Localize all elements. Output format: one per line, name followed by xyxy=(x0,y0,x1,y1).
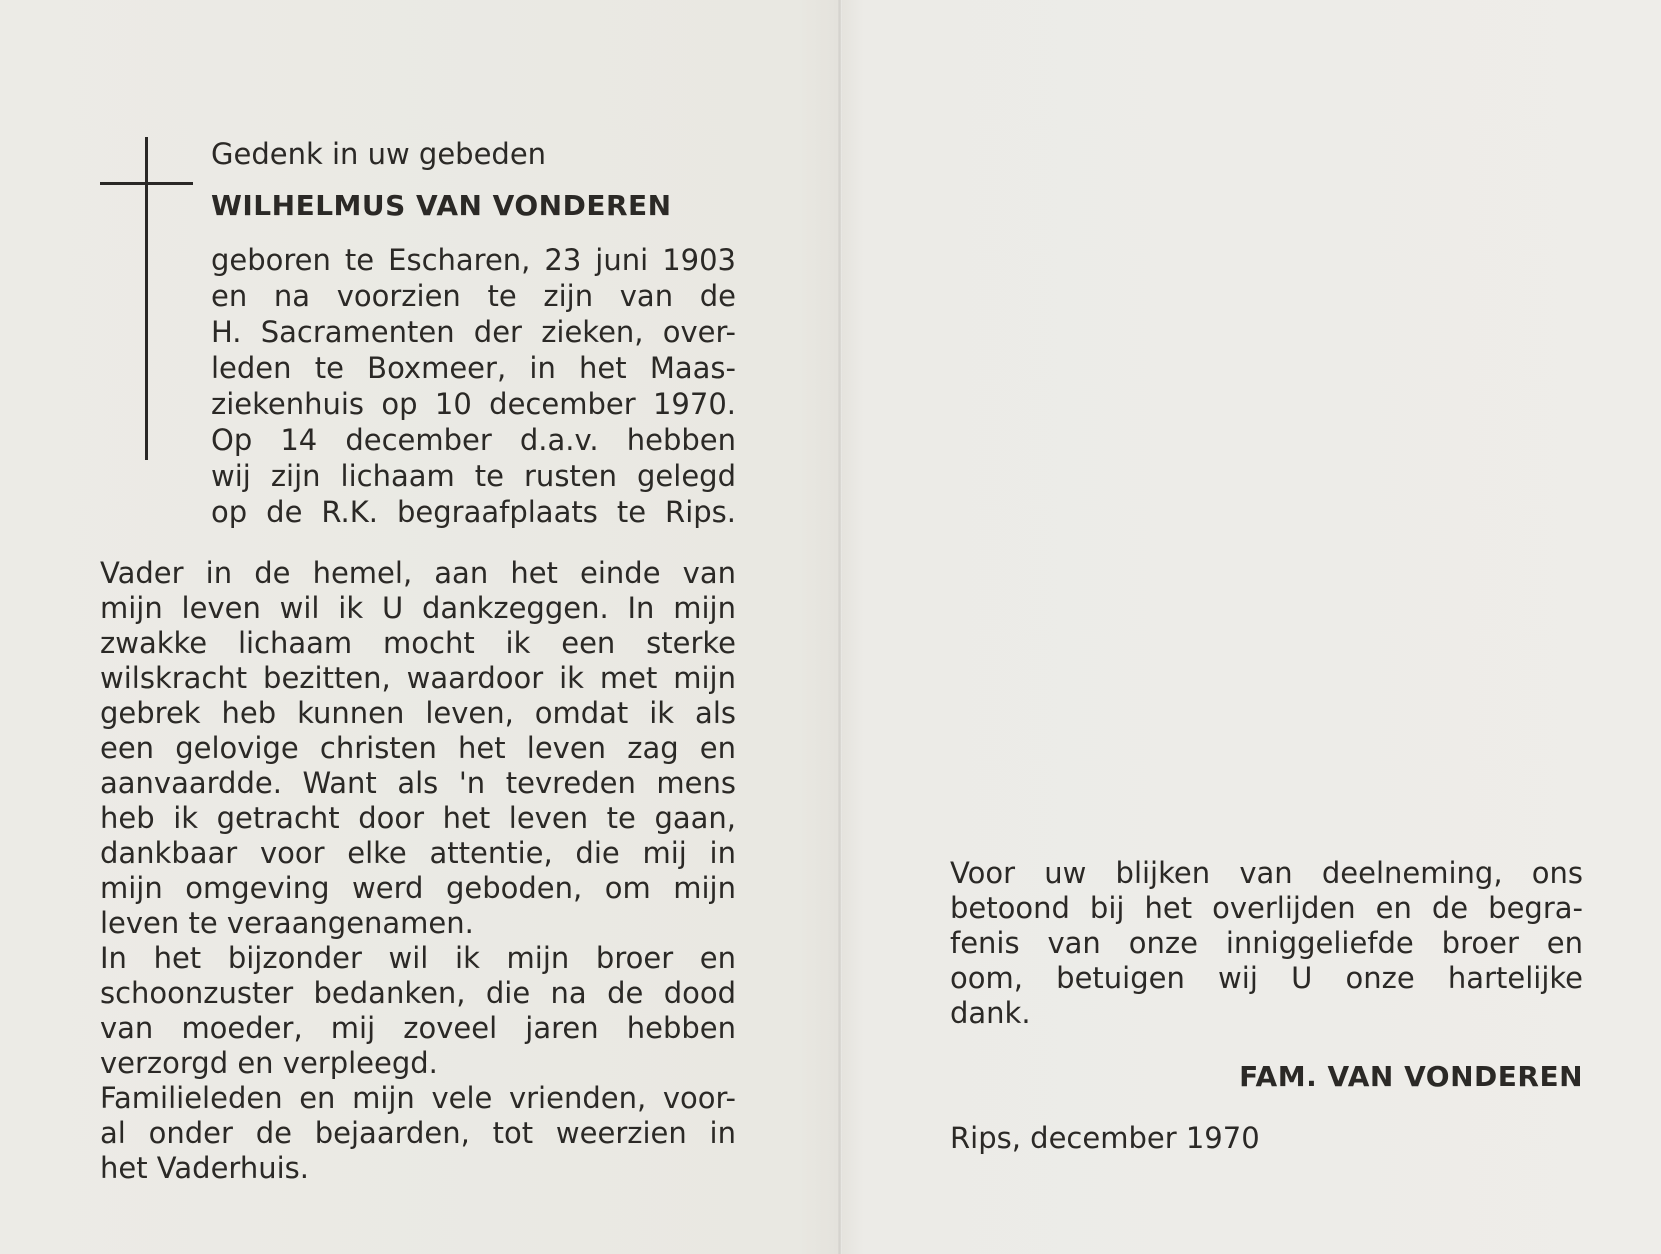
thanks-line: oom, betuigen wij U onze hartelijke xyxy=(950,961,1583,995)
bio-line: op de R.K. begraafplaats te Rips. xyxy=(211,495,736,529)
bio-line: Op 14 december d.a.v. hebben xyxy=(211,423,736,457)
thanks-line: Voor uw blijken van deelneming, ons xyxy=(950,856,1583,890)
bio-line: H. Sacramenten der zieken, over- xyxy=(211,315,736,349)
prayer-line: verzorgd en verpleegd. xyxy=(100,1046,438,1080)
bio-line: ziekenhuis op 10 december 1970. xyxy=(211,387,736,421)
prayer-line: een gelovige christen het leven zag en xyxy=(100,731,736,765)
prayer-line: Familieleden en mijn vele vrienden, voor- xyxy=(100,1081,736,1115)
prayer-line: wilskracht bezitten, waardoor ik met mijn xyxy=(100,661,736,695)
deceased-name: WILHELMUS VAN VONDEREN xyxy=(211,189,672,222)
prayer-line: In het bijzonder wil ik mijn broer en xyxy=(100,941,736,975)
bio-line: wij zijn lichaam te rusten gelegd xyxy=(211,459,736,493)
cross-icon-arm xyxy=(100,182,193,185)
thanks-line: betoond bij het overlijden en de begra- xyxy=(950,891,1583,925)
family-signature: FAM. VAN VONDEREN xyxy=(1239,1060,1583,1093)
prayer-line: al onder de bejaarden, tot weerzien in xyxy=(100,1116,736,1150)
prayer-line: dankbaar voor elke attentie, die mij in xyxy=(100,836,736,870)
prayer-line: schoonzuster bedanken, die na de dood xyxy=(100,976,736,1010)
prayer-line: heb ik getracht door het leven te gaan, xyxy=(100,801,736,835)
cross-icon xyxy=(145,137,148,460)
bio-line: en na voorzien te zijn van de xyxy=(211,279,736,313)
prayer-line: van moeder, mij zoveel jaren hebben xyxy=(100,1011,736,1045)
prayer-line: zwakke lichaam mocht ik een sterke xyxy=(100,626,736,660)
prayer-line: leven te veraangenamen. xyxy=(100,906,474,940)
bio-line: geboren te Escharen, 23 juni 1903 xyxy=(211,243,736,277)
prayer-line: Vader in de hemel, aan het einde van xyxy=(100,556,736,590)
prayer-line: het Vaderhuis. xyxy=(100,1151,309,1185)
intro-text: Gedenk in uw gebeden xyxy=(211,137,547,171)
prayer-line: aanvaardde. Want als 'n tevreden mens xyxy=(100,766,736,800)
card-fold xyxy=(838,0,842,1254)
thanks-line: fenis van onze inniggeliefde broer en xyxy=(950,926,1583,960)
bio-line: leden te Boxmeer, in het Maas- xyxy=(211,351,736,385)
place-date: Rips, december 1970 xyxy=(950,1121,1260,1155)
prayer-line: gebrek heb kunnen leven, omdat ik als xyxy=(100,696,736,730)
prayer-line: mijn omgeving werd geboden, om mijn xyxy=(100,871,736,905)
thanks-line: dank. xyxy=(950,996,1031,1030)
prayer-line: mijn leven wil ik U dankzeggen. In mijn xyxy=(100,591,736,625)
